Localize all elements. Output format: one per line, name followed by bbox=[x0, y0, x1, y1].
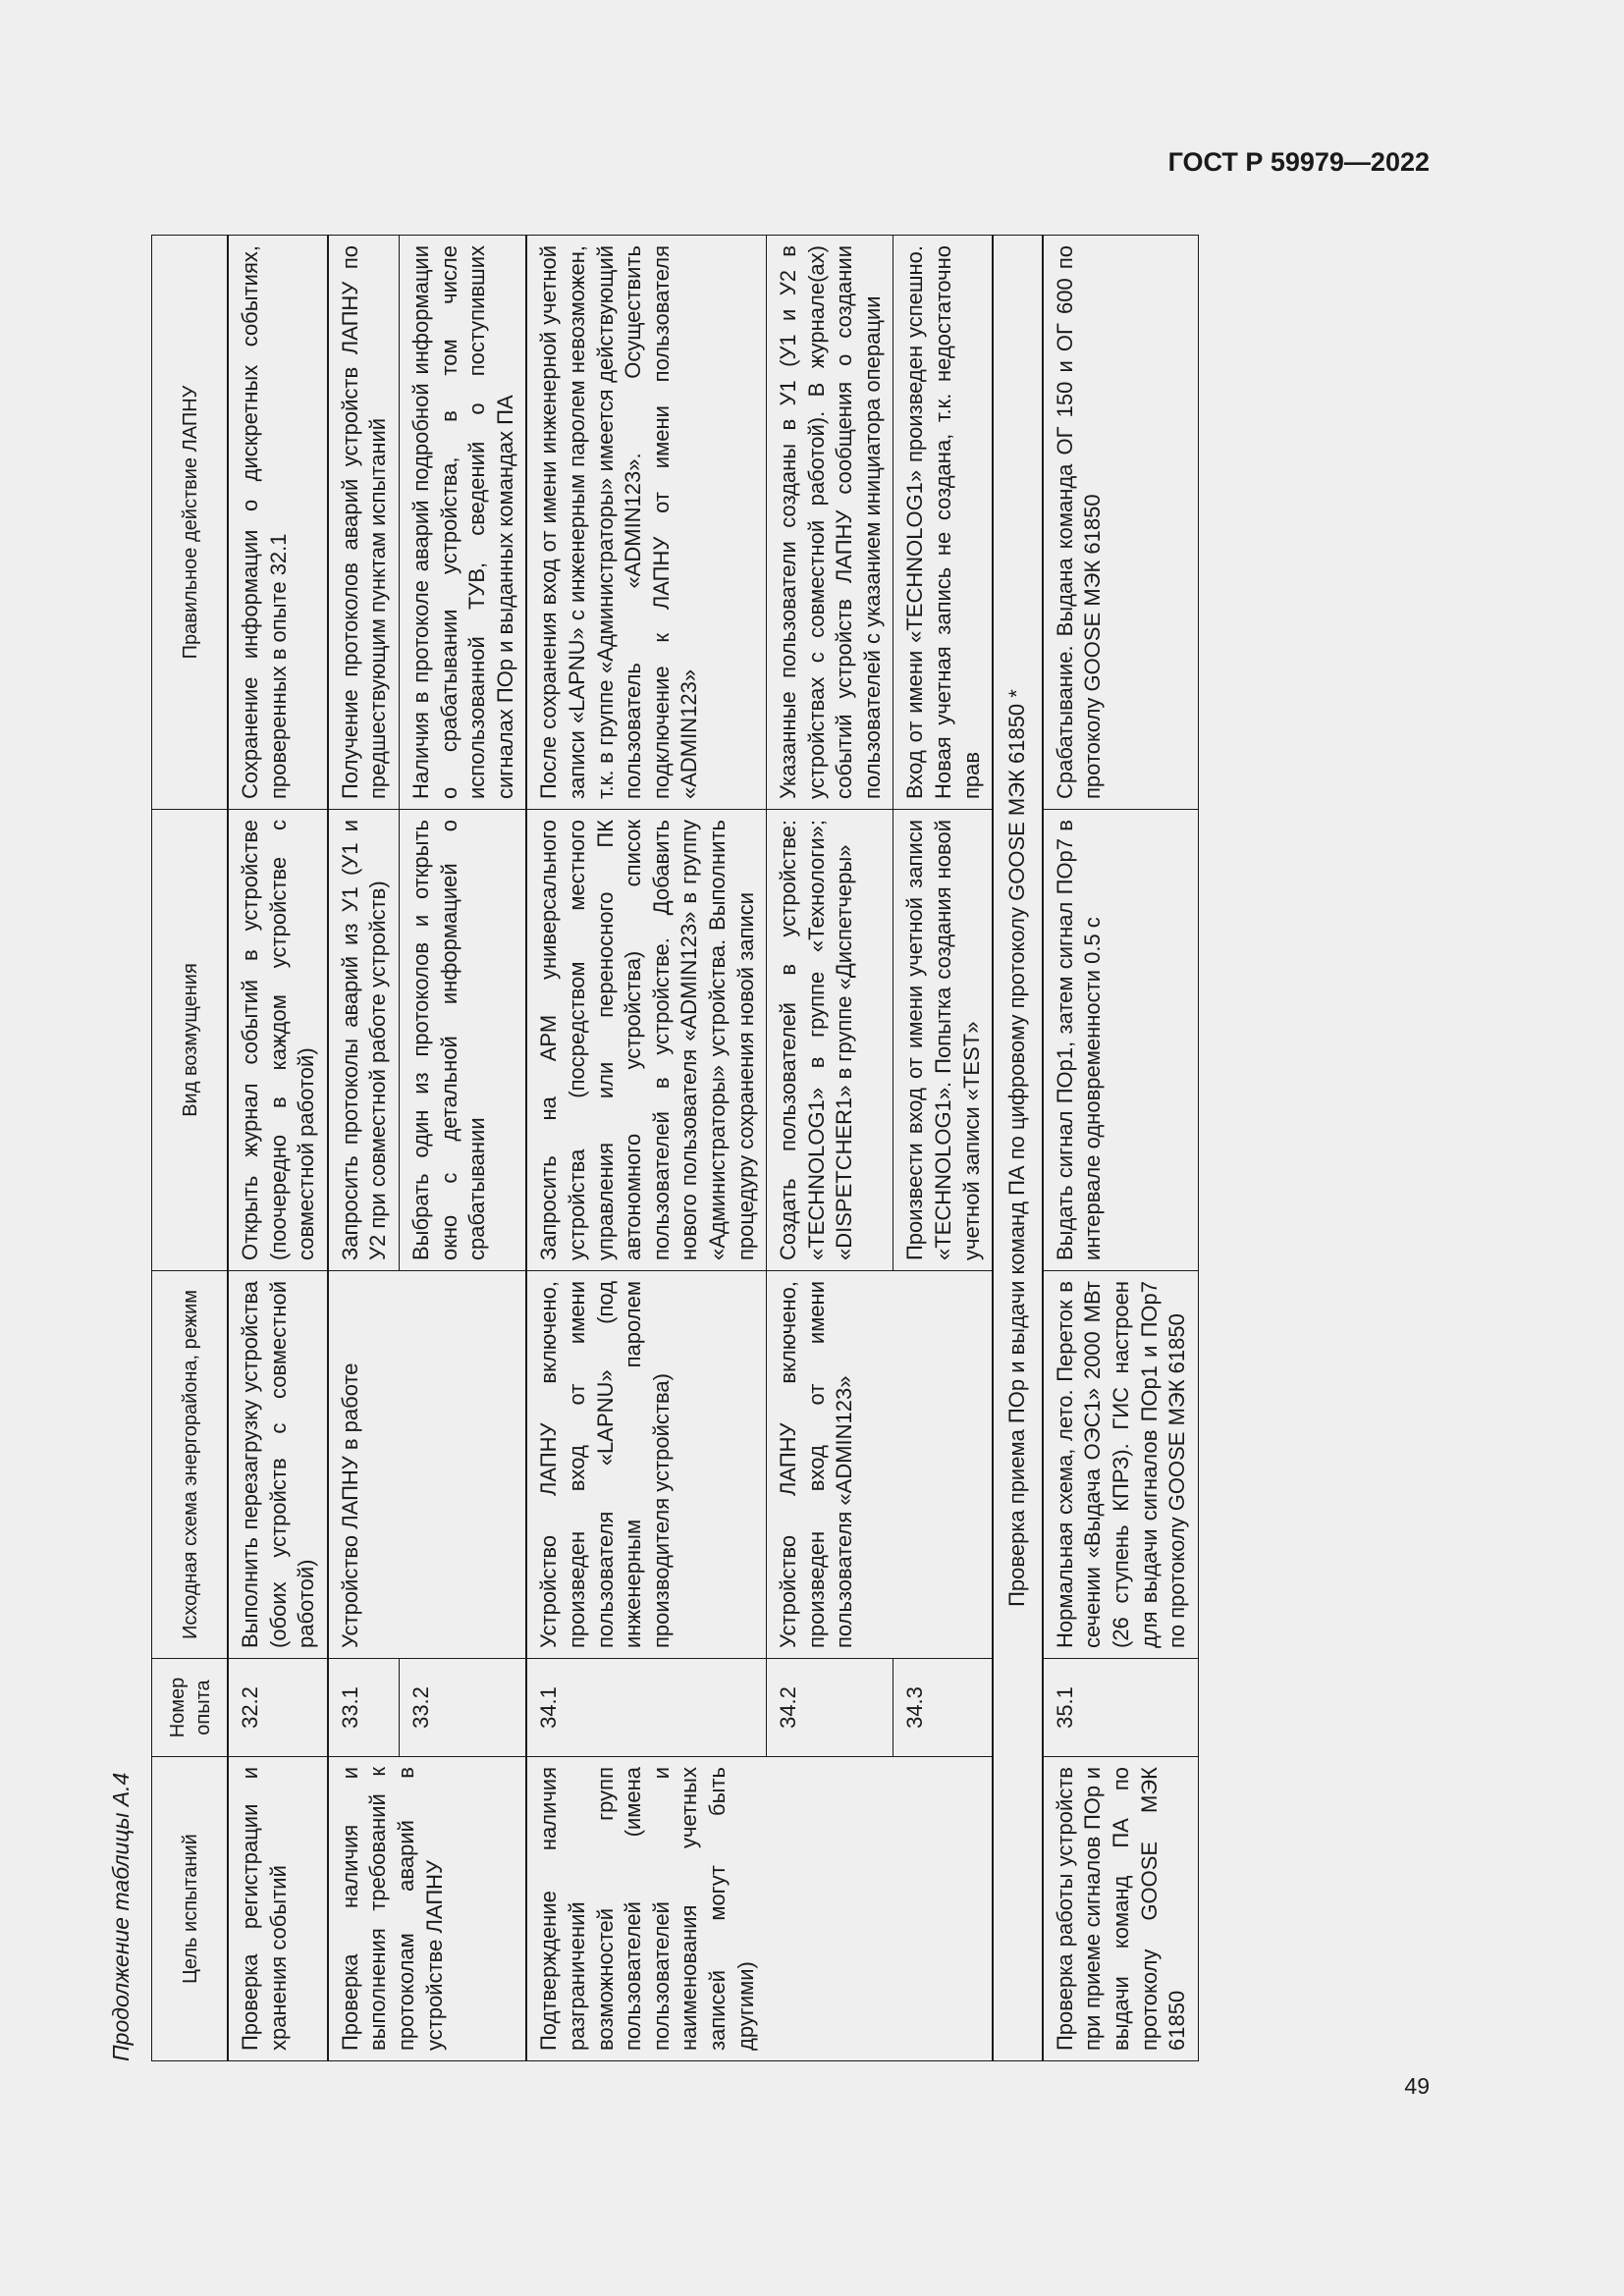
column-header-goal: Цель испытаний bbox=[152, 1757, 229, 2061]
test-goal-cell: Проверка регистрации и хранения событий bbox=[228, 1757, 328, 2061]
column-header-number: Номер опыта bbox=[152, 1659, 229, 1757]
table-row bbox=[1043, 236, 1198, 2061]
standard-designation: ГОСТ Р 59979—2022 bbox=[1167, 147, 1430, 177]
column-header-action: Правильное действие ЛАПНУ bbox=[152, 236, 229, 810]
table-continuation-caption: Продолжение таблицы А.4 bbox=[108, 1772, 134, 2061]
section-row bbox=[993, 236, 1043, 2061]
table-header-row bbox=[152, 236, 229, 2061]
tests-table bbox=[151, 235, 1199, 2061]
test-number-cell: 34.2 bbox=[767, 1659, 893, 1757]
column-header-disturbance: Вид возмущения bbox=[152, 810, 229, 1271]
disturbance-cell: Запросить на АРМ универсального устройства (посредством местного управления или переносного ПК автономного устройства) список пользователей в устройстве. Добавить нового пользователя «ADMIN123» в группу «Администраторы» устройства. Выполнить процедуру сохранения новой записи bbox=[526, 810, 766, 1271]
test-number-cell: 34.1 bbox=[526, 1659, 766, 1757]
action-cell: Вход от имени «TECHNOLOG1» произведен успешно. Новая учетная запись не создана, т.к. недостаточно прав bbox=[893, 236, 993, 810]
action-cell: Получение протоколов аварий устройств ЛАПНУ по предшествующим пунктам испытаний bbox=[328, 236, 400, 810]
table-row bbox=[526, 236, 766, 2061]
action-cell: После сохранения вход от имени инженерной учетной записи «LAPNU» с инженерным паролем невозможен, т.к. в группе «Администраторы» имеется действующий пользователь «ADMIN123». Осуществить подключение к ЛАПНУ от имени пользователя «ADMIN123» bbox=[526, 236, 766, 810]
test-number-cell: 33.1 bbox=[328, 1659, 400, 1757]
scheme-cell: Нормальная схема, лето. Переток в сечении «Выдача ОЭС1» 2000 МВт (26 ступень КПРЗ). ГИС настроен для выдачи сигналов ПОр1 и ПОр7 по протоколу GOOSE МЭК 61850 bbox=[1043, 1271, 1198, 1659]
disturbance-cell: Создать пользователей в устройстве: «TECHNOLOG1» в группе «Технологи»; «DISPETCHER1» в группе «Диспетчеры» bbox=[767, 810, 893, 1271]
disturbance-cell: Произвести вход от имени учетной записи «TECHNOLOG1». Попытка создания новой учетной записи «TEST» bbox=[893, 810, 993, 1271]
page-number: 49 bbox=[1404, 2073, 1430, 2099]
table-row bbox=[328, 236, 400, 2061]
disturbance-cell: Выбрать один из протоколов и открыть окно с детальной информацией о срабатывании bbox=[399, 810, 526, 1271]
disturbance-cell: Открыть журнал событий в устройстве (поочередно в каждом устройстве с совместной работой) bbox=[228, 810, 328, 1271]
rotated-page-content bbox=[108, 100, 1414, 2061]
test-goal-cell: Проверка наличия и выполнения требований к протоколам аварий в устройстве ЛАПНУ bbox=[328, 1757, 527, 2061]
scheme-cell: Выполнить перезагрузку устройства (обоих устройств с совместной работой) bbox=[228, 1271, 328, 1659]
scheme-cell: Устройство ЛАПНУ включено, произведен вход от имени пользователя «ADMIN123» bbox=[767, 1271, 994, 1659]
action-cell: Сохранение информации о дискретных событиях, проверенных в опыте 32.1 bbox=[228, 236, 328, 810]
action-cell: Указанные пользователи созданы в У1 (У1 и У2 в устройствах с совместной работой). В журнале(ах) событий устройств ЛАПНУ сообщения о создании пользователей с указанием инициатора операции bbox=[767, 236, 893, 810]
test-number-cell: 32.2 bbox=[228, 1659, 328, 1757]
test-number-cell: 33.2 bbox=[399, 1659, 526, 1757]
scheme-cell: Устройство ЛАПНУ в работе bbox=[328, 1271, 527, 1659]
table-row bbox=[228, 236, 328, 2061]
column-header-scheme: Исходная схема энергорайона, режим bbox=[152, 1271, 229, 1659]
test-number-cell: 35.1 bbox=[1043, 1659, 1198, 1757]
section-heading: Проверка приема ПОр и выдачи команд ПА по цифровому протоколу GOOSE МЭК 61850 * bbox=[993, 236, 1043, 2061]
test-goal-cell: Проверка работы устройств при приеме сигналов ПОр и выдачи команд ПА по протоколу GOOSE МЭК 61850 bbox=[1043, 1757, 1198, 2061]
test-number-cell: 34.3 bbox=[893, 1659, 993, 1757]
scheme-cell: Устройство ЛАПНУ включено, произведен вход от имени пользователя «LAPNU» (под инженерным паролем производителя устройства) bbox=[526, 1271, 766, 1659]
action-cell: Наличия в протоколе аварий подробной информации о срабатывании устройства, в том числе использованной ТУВ, сведений о поступивших сигналах ПОр и выданных командах ПА bbox=[399, 236, 526, 810]
action-cell: Срабатывание. Выдана команда ОГ 150 и ОГ 600 по протоколу GOOSE МЭК 61850 bbox=[1043, 236, 1198, 810]
disturbance-cell: Запросить протоколы аварий из У1 (У1 и У2 при совместной работе устройств) bbox=[328, 810, 400, 1271]
test-goal-cell: Подтверждение наличия разграничений возможностей групп пользователей (имена пользователей и наименования учетных записей могут быть другими) bbox=[526, 1757, 993, 2061]
disturbance-cell: Выдать сигнал ПОр1, затем сигнал ПОр7 в интервале одновременности 0.5 с bbox=[1043, 810, 1198, 1271]
